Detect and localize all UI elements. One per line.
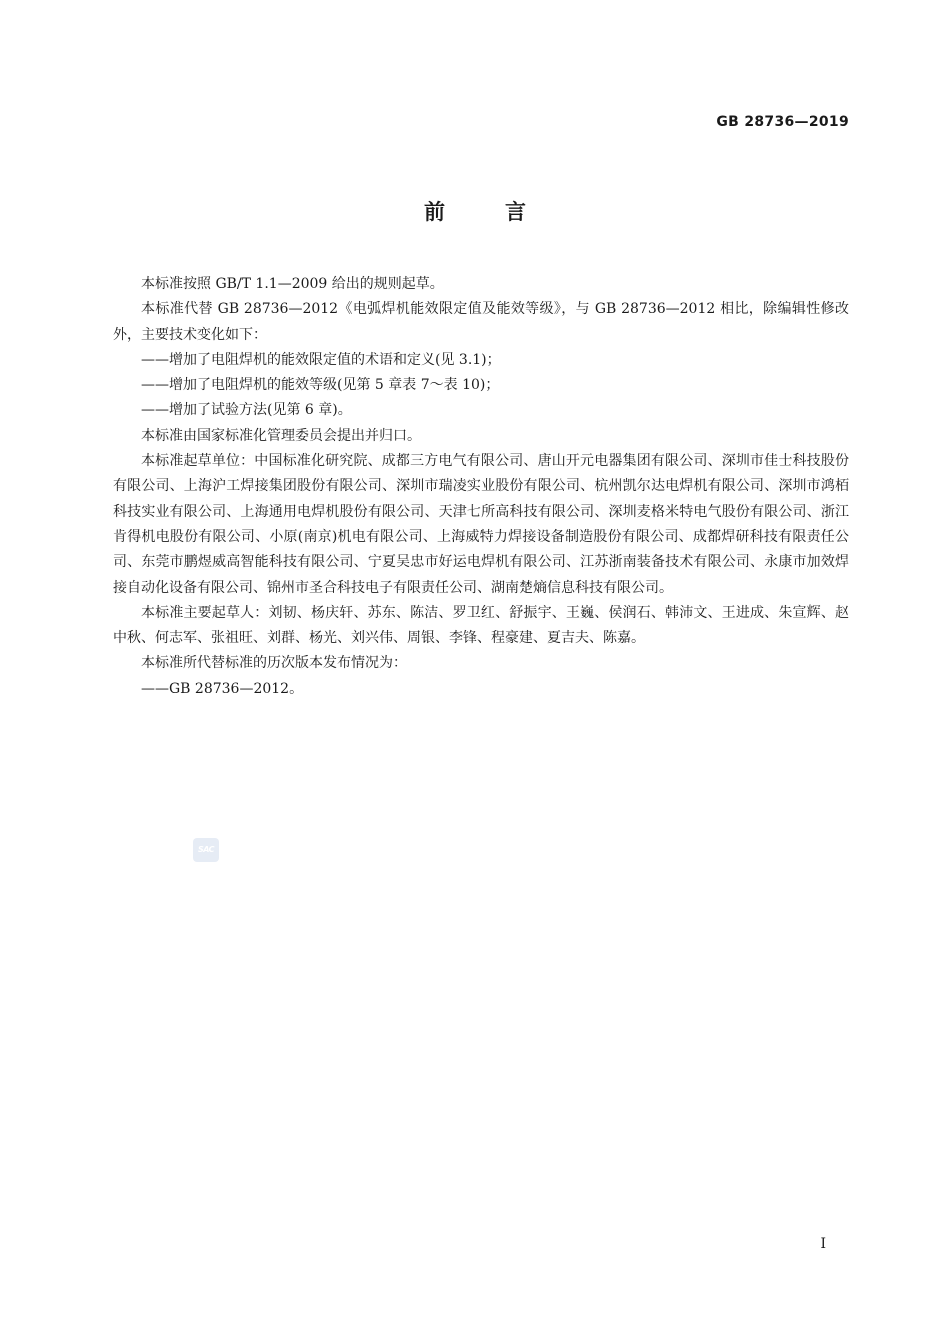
paragraph-proposer: 本标准由国家标准化管理委员会提出并归口。 xyxy=(141,427,421,444)
paragraph-drafting-units: 本标准起草单位：中国标准化研究院、成都三方电气有限公司、唐山开元电器集团有限公司、深圳市佳士科技股份有限公司、上海沪工焊接集团股份有限公司、深圳市瑞凌实业股份有限公司、杭州凯尔达电焊机有限公司、深圳市鸿栢科技实业有限公司、上海通用电焊机股份有限公司、天津七所高科技有限公司、深圳麦格米特电气股份有限公司、浙江肯得机电股份有限公司、小原(南京)机电有限公司、上海威特力焊接设备制造股份有限公司、成都焊研科技有限责任公司、东莞市鹏煜威高智能科技有限公司、宁夏吴忠市好运电焊机有限公司、江苏浙南装备技术有限公司、永康市加效焊接自动化设备有限公司、锦州市圣合科技电子有限责任公司、湖南楚熵信息科技有限公司。 xyxy=(113,453,849,596)
change-item-2: ——增加了电阻焊机的能效等级(见第 5 章表 7～表 10)； xyxy=(141,377,500,394)
change-item-1: ——增加了电阻焊机的能效限定值的术语和定义(见 3.1)； xyxy=(141,351,501,368)
foreword-body xyxy=(113,272,849,702)
paragraph-version-history: 本标准所代替标准的历次版本发布情况为： xyxy=(141,655,407,672)
page-title: 前言 xyxy=(424,200,586,224)
page-number: I xyxy=(820,1236,826,1252)
paragraph-drafters: 本标准主要起草人：刘韧、杨庆轩、苏东、陈洁、罗卫红、舒振宇、王巍、侯润石、韩沛文、王进成、朱宣辉、赵中秋、何志军、张祖旺、刘群、杨光、刘兴伟、周银、李锋、程豪建、夏吉夫、陈嘉。 xyxy=(113,604,849,647)
document-number: GB 28736—2019 xyxy=(716,114,849,130)
paragraph-replacement: 本标准代替 GB 28736—2012《电弧焊机能效限定值及能效等级》，与 GB 28736—2012 相比，除编辑性修改外，主要技术变化如下： xyxy=(113,301,849,343)
previous-version-item: ——GB 28736—2012。 xyxy=(141,680,304,697)
sac-watermark-icon: SAC xyxy=(193,838,219,862)
change-item-3: ——增加了试验方法(见第 6 章)。 xyxy=(141,402,352,419)
paragraph-drafting-rules: 本标准按照 GB/T 1.1—2009 给出的规则起草。 xyxy=(141,276,444,292)
